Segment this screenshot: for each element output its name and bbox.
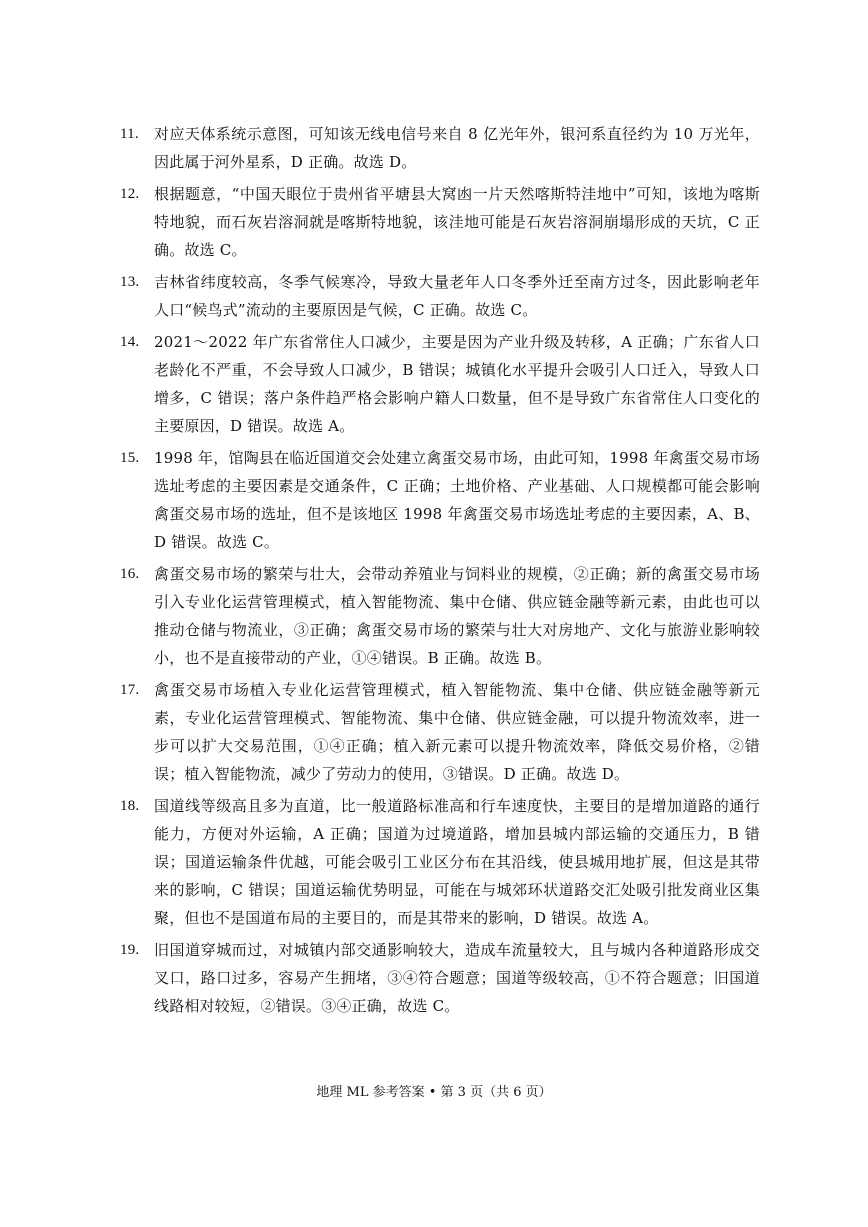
answer-text: 国道线等级高且多为直道，比一般道路标准高和行车速度快，主要目的是增加道路的通行能力，方便对外运输，A 正确；国道为过境道路，增加县城内部运输的交通压力，B 错误；国道运输条件优越，可能会吸引工业区分布在其沿线，使县城用地扩展，但这是其带来的影响，C 错误；国道运输优势明显，可能在与城郊环状道路交汇处吸引批发商业区集聚，但也不是国道布局的主要目的，而是其带来的影响，D 错误。故选 A。 <box>154 797 760 927</box>
answer-text: 对应天体系统示意图，可知该无线电信号来自 8 亿光年外，银河系直径约为 10 万光年，因此属于河外星系，D 正确。故选 D。 <box>154 125 760 171</box>
answer-number: 11. <box>120 126 139 142</box>
answer-number: 19. <box>120 942 140 958</box>
answer-number: 12. <box>120 186 140 202</box>
answer-text: 禽蛋交易市场的繁荣与壮大，会带动养殖业与饲料业的规模，②正确；新的禽蛋交易市场引入专业化运营管理模式，植入智能物流、集中仓储、供应链金融等新元素，由此也可以推动仓储与物流业，③正确；禽蛋交易市场的繁荣与壮大对房地产、文化与旅游业影响较小，也不是直接带动的产业，①④错误。B 正确。故选 B。 <box>154 565 760 667</box>
answer-text: 2021～2022 年广东省常住人口减少，主要是因为产业升级及转移，A 正确；广东省人口老龄化不严重，不会导致人口减少，B 错误；城镇化水平提升会吸引人口迁入，导致人口增多，C 错误；落户条件趋严格会影响户籍人口数量，但不是导致广东省常住人口变化的主要原因，D 错误。故选 A。 <box>154 333 760 435</box>
answer-item-12 <box>120 180 760 264</box>
answer-item-14 <box>120 328 760 440</box>
answer-text: 根据题意，“中国天眼位于贵州省平塘县大窝凼一片天然喀斯特洼地中”可知，该地为喀斯特地貌，而石灰岩溶洞就是喀斯特地貌，该洼地可能是石灰岩溶洞崩塌形成的天坑，C 正确。故选 C。 <box>154 185 760 259</box>
page-footer: 地理 ML 参考答案 • 第 3 页（共 6 页） <box>316 1085 552 1100</box>
answer-item-19 <box>120 936 760 1020</box>
answer-item-17 <box>120 676 760 788</box>
answer-text: 1998 年，馆陶县在临近国道交会处建立禽蛋交易市场，由此可知，1998 年禽蛋交易市场选址考虑的主要因素是交通条件，C 正确；土地价格、产业基础、人口规模都可能会影响禽蛋交易市场的选址，但不是该地区 1998 年禽蛋交易市场选址考虑的主要因素，A、B、D 错误。故选 C。 <box>154 449 760 551</box>
answer-number: 15. <box>120 450 140 466</box>
answer-text: 吉林省纬度较高，冬季气候寒冷，导致大量老年人口冬季外迁至南方过冬，因此影响老年人口“候鸟式”流动的主要原因是气候，C 正确。故选 C。 <box>154 273 760 319</box>
answer-text: 禽蛋交易市场植入专业化运营管理模式，植入智能物流、集中仓储、供应链金融等新元素，专业化运营管理模式、智能物流、集中仓储、供应链金融，可以提升物流效率，进一步可以扩大交易范围，①④正确；植入新元素可以提升物流效率，降低交易价格，②错误；植入智能物流，减少了劳动力的使用，③错误。D 正确。故选 D。 <box>154 681 760 783</box>
answer-item-13 <box>120 268 760 324</box>
answer-number: 14. <box>120 334 140 350</box>
answer-number: 18. <box>120 798 140 814</box>
answer-number: 13. <box>120 274 140 290</box>
answer-item-15 <box>120 444 760 556</box>
answer-list <box>120 120 760 1024</box>
answer-item-18 <box>120 792 760 932</box>
answer-text: 旧国道穿城而过，对城镇内部交通影响较大，造成车流量较大，且与城内各种道路形成交叉口，路口过多，容易产生拥堵，③④符合题意；国道等级较高，①不符合题意；旧国道线路相对较短，②错误。③④正确，故选 C。 <box>154 941 760 1015</box>
answer-item-16 <box>120 560 760 672</box>
answer-item-11 <box>120 120 760 176</box>
answer-number: 17. <box>120 682 140 698</box>
answer-number: 16. <box>120 566 140 582</box>
